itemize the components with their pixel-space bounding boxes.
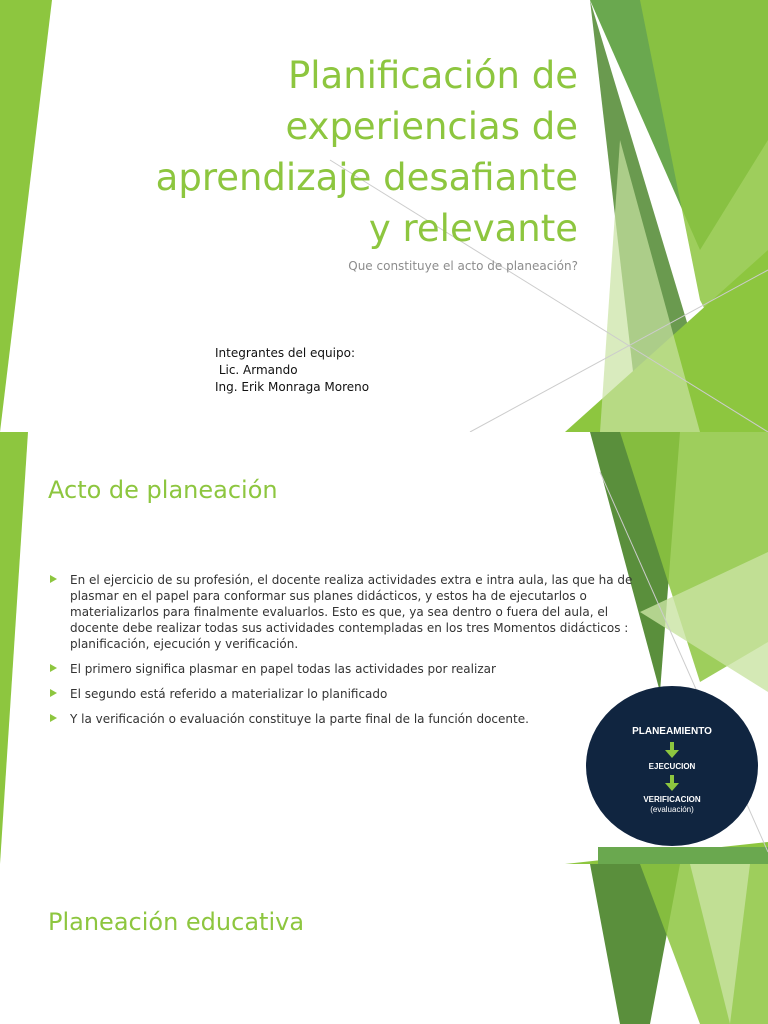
team-heading: Integrantes del equipo:	[215, 346, 355, 360]
slide-subtitle: Que constituye el acto de planeación?	[348, 259, 578, 273]
slide-planeacion-educativa	[0, 864, 768, 1024]
bullet-item: Y la verificación o evaluación constituye la parte final de la función docente.	[48, 711, 638, 727]
bullet-arrow-icon	[50, 664, 57, 672]
bullet-item: En el ejercicio de su profesión, el docente realiza actividades extra e intra aula, las que ha de plasmar en el papel para conformar sus planes didácticos, y estos ha de ejecutarlos o materializarlos para finalmente evaluarlos. Esto es que, ya sea dentro o fuera del aula, el docente debe realizar todas sus actividades contempladas en los tres Momentos didácticos : planificación, ejecución y verificación.	[48, 572, 638, 652]
slide-title	[0, 0, 768, 432]
diagram-step-note: (evaluación)	[650, 805, 694, 814]
slide-decoration	[0, 864, 768, 1024]
bullet-list	[48, 572, 638, 736]
slide-acto-planeacion	[0, 432, 768, 864]
diagram-step-ejecucion: EJECUCION	[648, 762, 696, 771]
bullet-arrow-icon	[50, 689, 57, 697]
bullet-arrow-icon	[50, 575, 57, 583]
bullet-item: El segundo está referido a materializar lo planificado	[48, 686, 638, 702]
diagram-step-verificacion: VERIFICACION	[643, 795, 701, 804]
arrow-down-icon	[665, 775, 679, 791]
planning-cycle-diagram	[586, 686, 758, 846]
left-green-shape	[0, 432, 28, 864]
diagram-step-planeamiento: PLANEAMIENTO	[632, 726, 712, 737]
slide-heading: Planeación educativa	[48, 908, 305, 936]
left-green-shape	[0, 0, 52, 432]
team-member: Ing. Erik Monraga Moreno	[215, 380, 370, 394]
bullet-arrow-icon	[50, 714, 57, 722]
arrow-down-icon	[665, 742, 679, 758]
bullet-item: El primero significa plasmar en papel todas las actividades por realizar	[48, 661, 638, 677]
slide-heading: Acto de planeación	[48, 476, 278, 504]
team-member: Lic. Armando	[215, 363, 298, 377]
slide-title-text: Planificación de experiencias de aprendizaje desafiante y relevante	[155, 54, 578, 250]
team-members	[215, 345, 369, 396]
right-green-band	[598, 847, 768, 864]
